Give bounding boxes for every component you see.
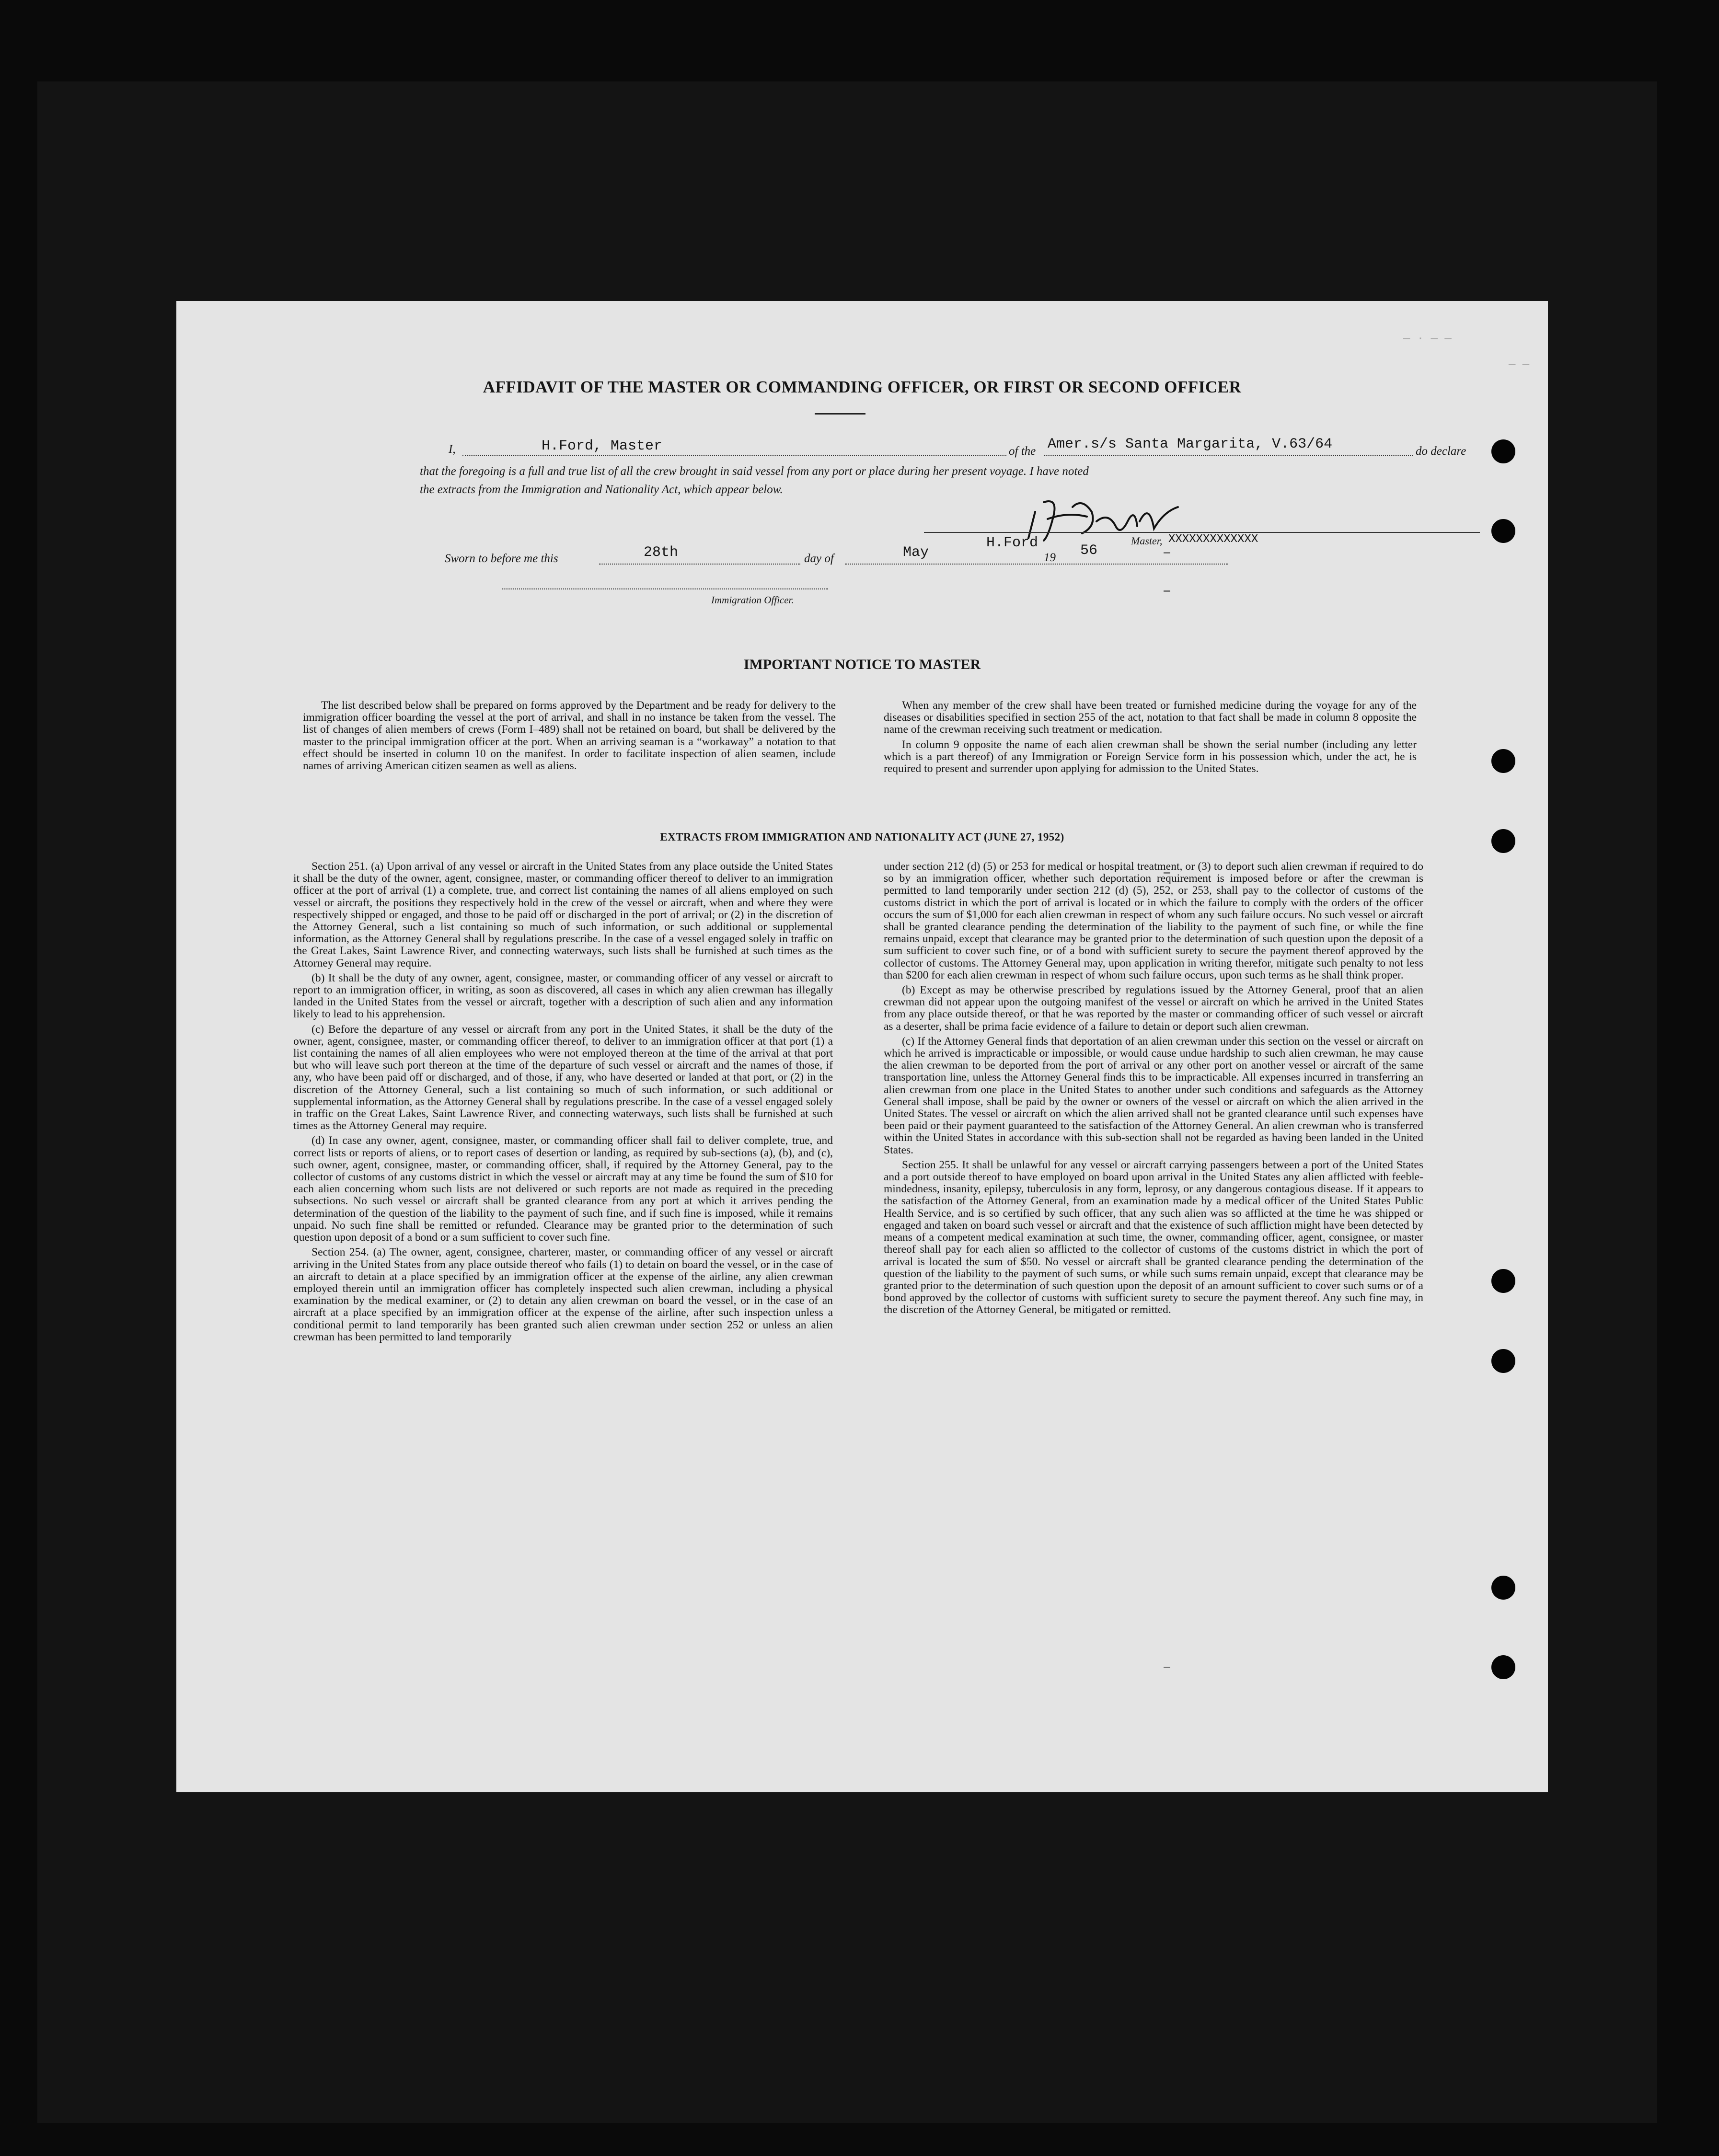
declaration-line-2: that the foregoing is a full and true list of all the crew brought in said vessel from any port or place during her present voyage. I have noted: [420, 465, 1089, 478]
document-page: [176, 301, 1548, 1792]
of-the-label: of the: [1009, 445, 1036, 458]
punch-hole: [1491, 519, 1515, 543]
vessel-name: Amer.s/s Santa Margarita, V.63/64: [1048, 436, 1333, 452]
statute-paragraph: Section 255. It shall be unlawful for any vessel or aircraft carrying passengers between a port of the United States and a port outside thereof to have employed on board upon arrival in the United States any alien afflicted with feeble-mindedness, insanity, epilepsy, tuberculosis in any form, leprosy, or any dangerous contagious disease. If it appears to the satisfaction of the Attorney General, from an examination made by a medical officer of the United States Public Health Service, and is so certified by such officer, that any such alien was so afflicted at the time he was shipped or engaged and taken on board such vessel or aircraft and that the existence of such affliction might have been detected by means of a competent medical examination at such time, the owner, commanding officer, agent, consignee, or master thereof shall pay for each alien so afflicted to the collector of customs of the customs district in which the port of arrival is located the sum of $50. No vessel or aircraft shall be granted clearance pending the determination of the question of the liability to the payment of such sums, or while such sums remain unpaid, except that clearance may be granted prior to the determination of such question upon the deposit of an amount sufficient to cover such sums or of a bond approved by the collector of customs with sufficient surety to secure the payment thereof. Any such fine may, in the discretion of the Attorney General, be mitigated or remitted.: [884, 1158, 1423, 1316]
statute-paragraph: Section 254. (a) The owner, agent, consignee, charterer, master, or commanding officer of any vessel or aircraft arriving in the United States from any place outside thereof who fails (1) to detain on board the vessel, or in the case of an aircraft to detain at a place specified by an immigration officer at the expense of the airline, any alien crewman employed therein until an immigration officer has completely inspected such alien crewman, including a physical examination by the medical examiner, or (2) to detain any alien crewman on board the vessel, or in the case of an aircraft at a place specified by an immigration officer at the expense of the airline, after such inspection unless a conditional permit to land temporarily has been granted such alien crewman under section 252 or unless an alien crewman has been permitted to land temporarily: [293, 1246, 833, 1343]
vessel-fill-line: [1044, 455, 1413, 456]
notice-paragraph: In column 9 opposite the name of each alien crewman shall be shown the serial number (including any letter which is a part thereof) of any Immigration or Foreign Service form in his possession which, under the act, he is required to present and surrender upon applying for admission to the United States.: [884, 738, 1417, 775]
do-declare-label: do declare: [1416, 445, 1466, 458]
year-value: 56: [1080, 542, 1098, 559]
master-struck-text: XXXXXXXXXXXXX: [1168, 533, 1258, 546]
statute-paragraph: (b) It shall be the duty of any owner, agent, consignee, master, or commanding officer of any vessel or aircraft to report to an immigration officer, in writing, as soon as discovered, all cases in which any alien crewman has illegally landed in the United States from the vessel or aircraft, together with a description of such alien and any information likely to lead to his apprehension.: [293, 971, 833, 1021]
officer-fill-line: [502, 588, 828, 589]
punch-hole: [1491, 749, 1515, 773]
punch-hole: [1491, 1576, 1515, 1600]
sworn-label: Sworn to before me this: [445, 552, 558, 565]
bleed-through-text: — —: [1509, 358, 1530, 371]
master-name: H.Ford, Master: [542, 438, 663, 454]
notice-title: IMPORTANT NOTICE TO MASTER: [743, 657, 981, 672]
punch-hole: [1491, 1655, 1515, 1679]
notice-paragraph: The list described below shall be prepared on forms approved by the Department and be ready for delivery to the immigration officer boarding the vessel at the port of arrival, and shall in no instance be taken from the vessel. The list of changes of alien members of crews (Form I–489) shall not be retained on board, but shall be delivered by the master to the principal immigration officer at the port. When an arriving seaman is a “workaway” a notation to that effect should be inserted in column 10 on the manifest. In order to facilitate inspection of alien seamen, include names of arriving American citizen seamen as well as aliens.: [303, 699, 836, 772]
statute-paragraph: Section 251. (a) Upon arrival of any vessel or aircraft in the United States from any place outside the United States it shall be the duty of the owner, agent, consignee, master, or commanding officer thereof to deliver to an immigration officer at the port of arrival (1) a complete, true, and correct list containing the names of all aliens employed on such vessel or aircraft, the positions they respectively hold in the crew of the vessel or aircraft, when and where they were respectively shipped or engaged, and those to be paid off or discharged in the port of arrival; or (2) in the discretion of the Attorney General, such a list containing so much of such information, or such additional or supplemental information, as the Attorney General shall by regulations prescribe. In the case of a vessel engaged solely in traffic on the Great Lakes, Saint Lawrence River, and connecting waterways, such lists shall be furnished at such times as the Attorney General may require.: [293, 860, 833, 969]
i-label: I,: [449, 443, 456, 456]
affidavit-title: AFFIDAVIT OF THE MASTER OR COMMANDING OFFICER, OR FIRST OR SECOND OFFICER: [483, 378, 1242, 396]
margin-dash: [1164, 590, 1170, 592]
month-fill-line: [845, 564, 1228, 565]
statute-paragraph: under section 212 (d) (5) or 253 for medical or hospital treatment, or (3) to deport such alien crewman if required to do so by an immigration officer, whether such deportation requirement is imposed before or after the crewman is permitted to land temporarily under section 212 (d) (5), 252, or 253, shall pay to the collector of customs of the customs district in which the port of arrival is located or in which the failure to comply with the orders of the officer occurs the sum of $1,000 for each alien crewman in respect of whom any such failure occurs. No such vessel or aircraft shall be granted clearance pending the determination of the liability to the payment of such fine, or while the fine remains unpaid, except that clearance may be granted prior to the determination of such question upon the deposit of a sum sufficient to cover such fine, or of a bond with sufficient surety to secure the payment thereof approved by the collector of customs. The Attorney General may, upon application in writing therefor, mitigate such penalty to not less than $200 for each alien crewman in respect of whom such failure occurs, upon such terms as he shall think proper.: [884, 860, 1423, 981]
day-fill-line: [599, 564, 800, 565]
margin-dash: [1164, 1667, 1170, 1668]
day-of-label: day of: [804, 552, 834, 565]
extracts-title: EXTRACTS FROM IMMIGRATION AND NATIONALITY ACT (JUNE 27, 1952): [660, 831, 1064, 843]
margin-dash: [1164, 552, 1170, 553]
title-rule: [815, 413, 865, 415]
bleed-through-text: — · — —: [1403, 333, 1452, 346]
year-prefix: 19: [1044, 551, 1056, 564]
punch-hole: [1491, 439, 1515, 463]
punch-hole: [1491, 829, 1515, 853]
day-value: 28th: [644, 544, 679, 561]
notice-paragraph: When any member of the crew shall have been treated or furnished medicine during the voyage for any of the diseases or disabilities specified in section 255 of the act, notation to that fact shall be made in column 8 opposite the name of the crewman receiving such treatment or medication.: [884, 699, 1417, 736]
statute-paragraph: (c) Before the departure of any vessel or aircraft from any port in the United States, it shall be the duty of the owner, agent, consignee, master, or commanding officer thereof, to deliver to an immigration officer at that port (1) a list containing the names of all alien employees who were not employed thereon at the time of the arrival at that port but who will leave such port thereon at the time of the departure of such vessel or aircraft and the names of those, if any, who have been paid off or discharged, and of those, if any, who have deserted or landed at that port, or (2) in the discretion of the Attorney General, such a list containing so much of such information, or such additional or supplemental information, as the Attorney General shall by regulations prescribe. In the case of a vessel engaged solely in traffic on the Great Lakes, Saint Lawrence River, and connecting waterways, such lists shall be furnished at such times as the Attorney General may require.: [293, 1023, 833, 1132]
punch-hole: [1491, 1269, 1515, 1293]
month-value: May: [903, 544, 929, 561]
extracts-right-column: [884, 861, 1423, 1319]
notice-right-column: [884, 700, 1417, 778]
name-fill-line: [462, 455, 1006, 456]
immigration-officer-label: Immigration Officer.: [711, 594, 794, 606]
master-label: Master,: [1131, 535, 1163, 547]
statute-paragraph: (d) In case any owner, agent, consignee, master, or commanding officer shall fail to deliver complete, true, and correct lists or reports of aliens, or to report cases of desertion or landing, as required by sub-sections (a), (b), and (c), such owner, agent, consignee, master, or commanding officer, shall, if required by the Attorney General, pay to the collector of customs of any customs district in which the vessel or aircraft may at any time be found the sum of $10 for each alien concerning whom such lists are not delivered or such reports are not made as required in the preceding subsections. No such vessel or aircraft shall be granted clearance from any port at which it arrives pending the determination of the question of the liability to the payment of such fine, and if such fine is imposed, while it remains unpaid. No such fine shall be remitted or refunded. Clearance may be granted prior to the determination of such question upon deposit of a bond or a sum sufficient to cover such fine.: [293, 1134, 833, 1244]
statute-paragraph: (b) Except as may be otherwise prescribed by regulations issued by the Attorney General, proof that an alien crewman did not appear upon the outgoing manifest of the vessel or aircraft on which he arrived in the United States from any place outside thereof, or that he was reported by the master or commanding officer of such vessel or aircraft as a deserter, shall be prima facie evidence of a failure to detain or deport such alien crewman.: [884, 984, 1423, 1033]
notice-left-column: [303, 700, 836, 775]
signer-typed-name: H.Ford: [986, 535, 1038, 551]
statute-paragraph: (c) If the Attorney General finds that deportation of an alien crewman under this section on the vessel or aircraft on which he arrived is impracticable or impossible, or would cause undue hardship to such alien crewman, he may cause the alien crewman to be deported from the port of arrival or any other port on another vessel or aircraft of the same transportation line, unless the Attorney General finds this to be impracticable. All expenses incurred in transferring an alien crewman from one place in the United States to another under such conditions and safeguards as the Attorney General shall impose, shall be paid by the owner or owners of the vessel or aircraft on which the alien arrived in the United States. The vessel or aircraft on which the alien arrived shall not be granted clearance until such expenses have been paid or their payment guaranteed to the satisfaction of the Attorney General. An alien crewman who is transferred within the United States in accordance with this sub-section shall not be regarded as having been landed in the United States.: [884, 1035, 1423, 1156]
punch-hole: [1491, 1349, 1515, 1373]
declaration-line-3: the extracts from the Immigration and Nationality Act, which appear below.: [420, 483, 783, 496]
extracts-left-column: [293, 861, 833, 1346]
